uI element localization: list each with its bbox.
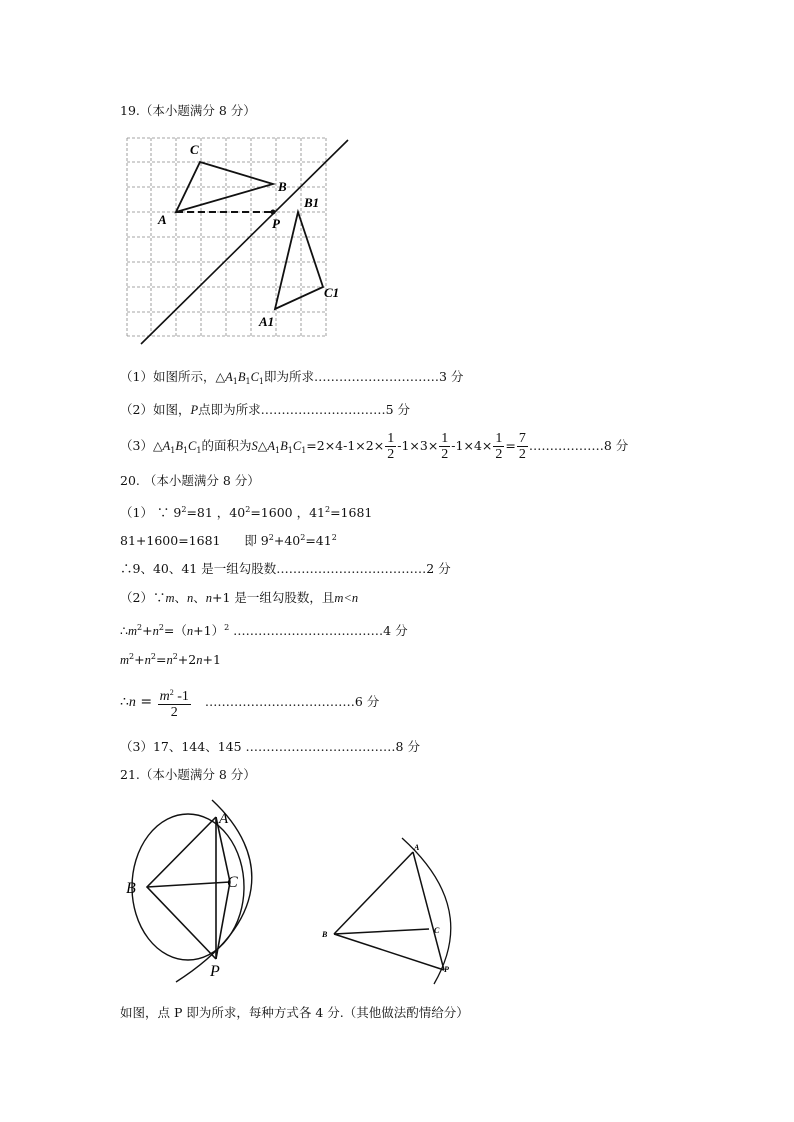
q20-line4: （2）∵m、n、n+1 是一组勾股数，且m<n	[120, 590, 359, 605]
label-P: P	[444, 965, 449, 974]
q21-note: 如图，点 P 即为所求，每种方式各 4 分.（其他做法酌情给分）	[120, 1005, 469, 1020]
q19-heading: 19.（本小题满分 8 分）	[120, 103, 256, 118]
fraction-half-2: $\frac{1}{2}$	[441, 431, 449, 462]
segment-BP	[334, 934, 444, 970]
fraction-half-1: $\frac{1}{2}$	[387, 431, 395, 462]
q19-part3: $(3)\triangle A_1B_1C_1$的面积为$S\triangle A_1B_1C_1=2\times 4-1\times 2\times$ $\frac{1}{2}$ -1×3× $\frac{1}{2}$ -1×4× $\frac{1}{2}$ = $\frac{7}{2}$ ………………8 分	[120, 431, 629, 462]
fraction-half-3: $\frac{1}{2}$	[495, 431, 503, 462]
label-B: B	[322, 930, 328, 939]
label-C: C	[190, 142, 199, 157]
q19-grid-figure	[122, 136, 352, 351]
q20-line1: （1） ∵ $9^2=81$ ，$40^2=1600$ ，$41^2=1681$	[120, 505, 373, 520]
grid-lines	[127, 138, 326, 336]
point-P	[271, 210, 276, 215]
q20-line7: ∴n = $\frac{m^2 -1}{2}$ ………………………………6 分	[120, 684, 379, 721]
segment-CP	[216, 882, 230, 959]
q21-figure-1	[120, 796, 270, 986]
mirror-line	[141, 140, 348, 344]
arc-large	[176, 800, 252, 982]
triangle-edges	[147, 817, 216, 959]
label-A1: A1	[259, 314, 275, 329]
label-P: P	[210, 963, 220, 980]
q20-line2: 81+1600=1681 即 $9^2+40^2=41^2$	[120, 533, 337, 548]
segment-BC	[334, 929, 429, 934]
q19-part2: （2）如图，P点即为所求…………………………5 分	[120, 402, 411, 417]
fraction-m-squared-minus-1-over-2: $\frac{m^2 -1}{2}$	[158, 685, 191, 720]
fraction-seven-halves: $\frac{7}{2}$	[518, 431, 526, 462]
q21-figure-2	[316, 836, 466, 986]
label-A: A	[414, 843, 420, 852]
segment-BA	[334, 852, 413, 934]
arc	[402, 838, 451, 984]
label-C: C	[434, 926, 440, 935]
q20-line8: （3）17、144、145 ………………………………8 分	[120, 739, 420, 754]
q21-heading: 21.（本小题满分 8 分）	[120, 767, 256, 782]
label-A: A	[219, 811, 229, 827]
q20-line6: $m^2+n^2=n^2+2n+1$	[120, 652, 221, 667]
label-B1: B1	[304, 195, 320, 210]
q20-heading: 20. （本小题满分 8 分）	[120, 473, 260, 488]
q20-line3: ∴9、40、41 是一组勾股数………………………………2 分	[120, 561, 451, 576]
label-B: B	[126, 880, 136, 897]
segment-AP	[413, 852, 444, 970]
segment-BC	[147, 882, 230, 887]
label-P: P	[272, 216, 280, 231]
q19-part1: （1）如图所示，$\triangle A_1B_1C_1$即为所求…………………………3 分	[120, 369, 464, 386]
label-B: B	[278, 179, 287, 194]
triangle-A1B1C1	[275, 212, 323, 309]
label-A: A	[158, 212, 167, 227]
label-C: C	[227, 874, 238, 891]
label-C1: C1	[324, 285, 340, 300]
q20-line5: $\therefore m^2+n^2=(n+1)^2$ ………………………………4 分	[120, 623, 408, 638]
